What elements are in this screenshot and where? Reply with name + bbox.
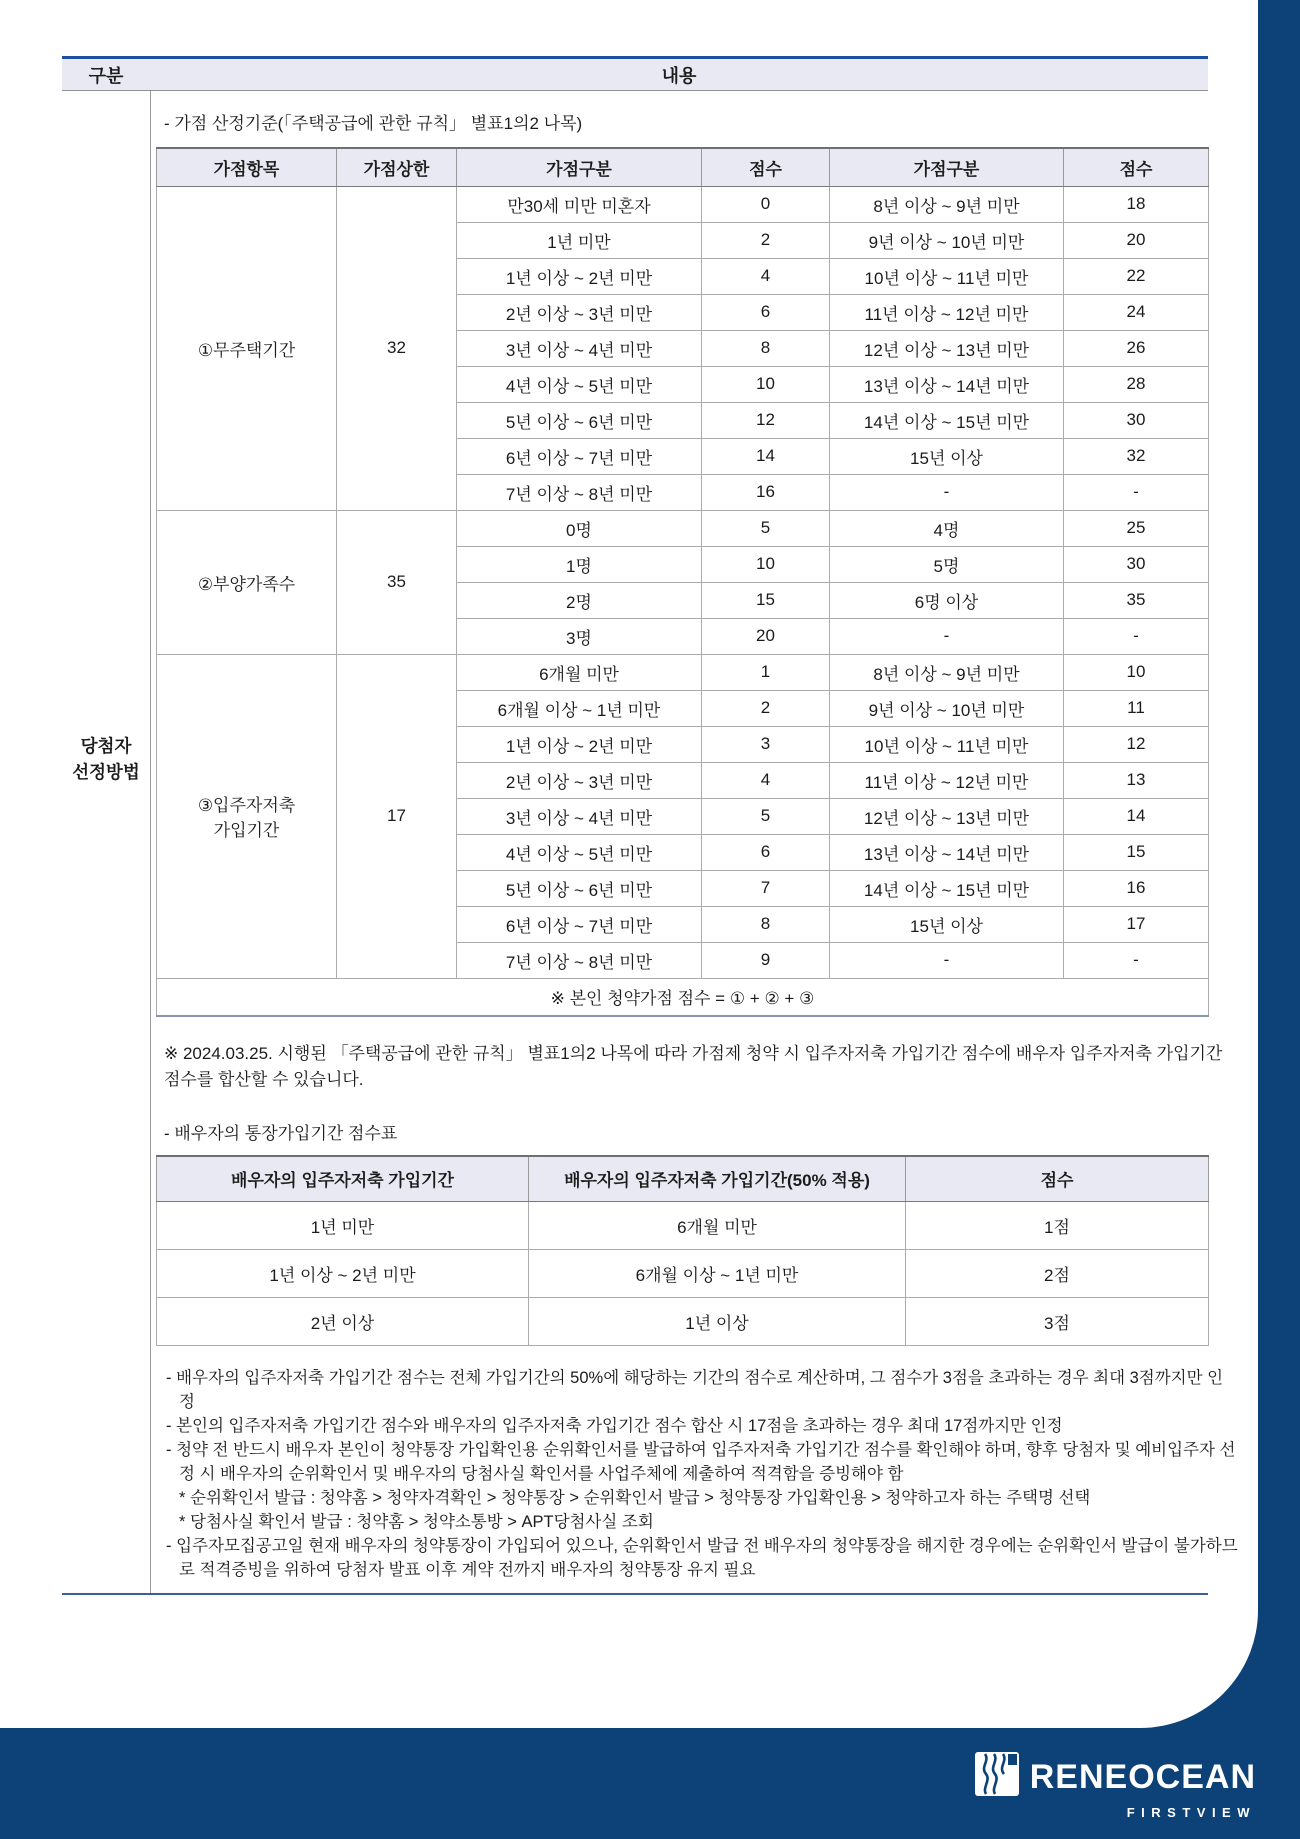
spouse-table-title: - 배우자의 통장가입기간 점수표 bbox=[164, 1124, 398, 1143]
score-item-line: ②부양가족수 bbox=[197, 574, 296, 594]
score-cell: 2명 bbox=[457, 582, 702, 618]
score-cell: - bbox=[830, 474, 1064, 510]
score-cell: 1명 bbox=[457, 546, 702, 582]
spouse-row bbox=[157, 1201, 1209, 1249]
main-table-body bbox=[62, 91, 1238, 1595]
score-cell: - bbox=[830, 618, 1064, 654]
spouse-table-header-row bbox=[157, 1156, 1209, 1201]
score-cell: 6 bbox=[702, 294, 830, 330]
score-cell: 1년 이상 ~ 2년 미만 bbox=[457, 258, 702, 294]
rule-change-notice: ※ 2024.03.25. 시행된 「주택공급에 관한 규칙」 별표1의2 나목에 따라 가점제 청약 시 입주자저축 가입기간 점수에 배우자 입주자저축 가입기간 점수를 합산할 수 있습니다. bbox=[164, 1044, 1223, 1089]
score-cell: 12 bbox=[702, 402, 830, 438]
score-column-header: 가점항목 bbox=[157, 148, 337, 186]
spouse-cell: 3점 bbox=[906, 1297, 1209, 1345]
score-column-header: 가점구분 bbox=[457, 148, 702, 186]
score-cell: 5년 이상 ~ 6년 미만 bbox=[457, 870, 702, 906]
spouse-cell: 2년 이상 bbox=[157, 1297, 529, 1345]
score-cell: 11년 이상 ~ 12년 미만 bbox=[830, 294, 1064, 330]
score-item-line: ①무주택기간 bbox=[197, 340, 296, 360]
score-cell: 4 bbox=[702, 762, 830, 798]
score-column-header: 가점상한 bbox=[337, 148, 457, 186]
score-cell: 12년 이상 ~ 13년 미만 bbox=[830, 798, 1064, 834]
score-item-cell bbox=[157, 654, 337, 978]
score-cell: 0 bbox=[702, 186, 830, 222]
score-cell: 10 bbox=[702, 366, 830, 402]
score-max-cell: 35 bbox=[337, 510, 457, 654]
score-cell: 28 bbox=[1064, 366, 1209, 402]
spouse-cell: 6개월 이상 ~ 1년 미만 bbox=[529, 1249, 906, 1297]
score-cell: 20 bbox=[702, 618, 830, 654]
score-cell: 35 bbox=[1064, 582, 1209, 618]
spouse-cell: 2점 bbox=[906, 1249, 1209, 1297]
score-criteria-title: - 가점 산정기준(「주택공급에 관한 규칙」 별표1의2 나목) bbox=[164, 114, 583, 133]
spouse-table-body bbox=[157, 1201, 1209, 1345]
category-header: 구분 bbox=[88, 65, 124, 86]
brand-name: RENEOCEAN bbox=[1029, 1757, 1256, 1796]
score-cell: 6개월 이상 ~ 1년 미만 bbox=[457, 690, 702, 726]
score-cell: 7년 이상 ~ 8년 미만 bbox=[457, 942, 702, 978]
category-label-line: 선정방법 bbox=[72, 761, 140, 782]
score-cell: 14년 이상 ~ 15년 미만 bbox=[830, 402, 1064, 438]
score-cell: 25 bbox=[1064, 510, 1209, 546]
score-cell: 2년 이상 ~ 3년 미만 bbox=[457, 762, 702, 798]
score-cell: 30 bbox=[1064, 402, 1209, 438]
spouse-row bbox=[157, 1297, 1209, 1345]
score-cell: 15년 이상 bbox=[830, 438, 1064, 474]
content-header: 내용 bbox=[661, 65, 697, 86]
score-table-body bbox=[157, 186, 1209, 978]
score-cell: 9 bbox=[702, 942, 830, 978]
score-cell: 8년 이상 ~ 9년 미만 bbox=[830, 654, 1064, 690]
score-cell: 11 bbox=[1064, 690, 1209, 726]
score-cell: 12년 이상 ~ 13년 미만 bbox=[830, 330, 1064, 366]
score-cell: 3년 이상 ~ 4년 미만 bbox=[457, 330, 702, 366]
spouse-row bbox=[157, 1249, 1209, 1297]
note-line: * 당첨사실 확인서 발급 : 청약홈 > 청약소통방 > APT당첨사실 조회 bbox=[179, 1512, 654, 1531]
spouse-score-table bbox=[156, 1155, 1209, 1346]
score-cell: 3명 bbox=[457, 618, 702, 654]
notes-list bbox=[166, 1366, 1238, 1583]
note-line: - 입주자모집공고일 현재 배우자의 청약통장이 가입되어 있으나, 순위확인서 발급 전 배우자의 청약통장을 해지한 경우에는 순위확인서 발급이 불가하므로 적격증빙을 위하여 당첨자 발표 이후 계약 전까지 배우자의 청약통장 유지 필요 bbox=[166, 1537, 1238, 1580]
score-cell: 22 bbox=[1064, 258, 1209, 294]
score-cell: 32 bbox=[1064, 438, 1209, 474]
reneocean-logo-icon bbox=[975, 1752, 1019, 1801]
score-cell: 10 bbox=[702, 546, 830, 582]
score-max-cell: 17 bbox=[337, 654, 457, 978]
score-cell: 6명 이상 bbox=[830, 582, 1064, 618]
score-table-foot bbox=[157, 978, 1209, 1016]
footer-brand bbox=[975, 1752, 1256, 1819]
score-cell: 10년 이상 ~ 11년 미만 bbox=[830, 258, 1064, 294]
note-line: * 순위확인서 발급 : 청약홈 > 청약자격확인 > 청약통장 > 순위확인서 발급 > 청약통장 가입확인용 > 청약하고자 하는 주택명 선택 bbox=[179, 1488, 1091, 1507]
score-row bbox=[157, 186, 1209, 222]
main-table-header bbox=[62, 56, 1208, 91]
score-item-line: ③입주자저축 bbox=[197, 796, 296, 815]
score-cell: 18 bbox=[1064, 186, 1209, 222]
score-cell: 30 bbox=[1064, 546, 1209, 582]
score-cell: 2 bbox=[702, 222, 830, 258]
score-cell: 5 bbox=[702, 798, 830, 834]
score-cell: 4년 이상 ~ 5년 미만 bbox=[457, 366, 702, 402]
score-cell: 5년 이상 ~ 6년 미만 bbox=[457, 402, 702, 438]
score-item-cell bbox=[157, 510, 337, 654]
score-cell: 11년 이상 ~ 12년 미만 bbox=[830, 762, 1064, 798]
score-cell: 8 bbox=[702, 906, 830, 942]
score-cell: - bbox=[830, 942, 1064, 978]
score-cell: 4명 bbox=[830, 510, 1064, 546]
score-cell: 5 bbox=[702, 510, 830, 546]
score-cell: 16 bbox=[1064, 870, 1209, 906]
score-row bbox=[157, 654, 1209, 690]
score-cell: 24 bbox=[1064, 294, 1209, 330]
score-cell: 13년 이상 ~ 14년 미만 bbox=[830, 834, 1064, 870]
spouse-column-header: 배우자의 입주자저축 가입기간 bbox=[157, 1156, 529, 1201]
score-cell: 3 bbox=[702, 726, 830, 762]
score-column-header: 점수 bbox=[1064, 148, 1209, 186]
score-row bbox=[157, 510, 1209, 546]
spouse-column-header: 점수 bbox=[906, 1156, 1209, 1201]
score-cell: 7년 이상 ~ 8년 미만 bbox=[457, 474, 702, 510]
category-label bbox=[62, 91, 150, 1593]
spouse-table-head bbox=[157, 1156, 1209, 1201]
note-line: - 청약 전 반드시 배우자 본인이 청약통장 가입확인용 순위확인서를 발급하여 입주자저축 가입기간 점수를 확인해야 하며, 향후 당첨자 및 예비입주자 선정 시 배우자의 순위확인서 및 배우자의 당첨사실 확인서를 사업주체에 제출하여 적격함을 증빙해야 함 bbox=[166, 1440, 1236, 1483]
score-column-header: 가점구분 bbox=[830, 148, 1064, 186]
score-cell: 만30세 미만 미혼자 bbox=[457, 186, 702, 222]
score-cell: 9년 이상 ~ 10년 미만 bbox=[830, 690, 1064, 726]
score-cell: 17 bbox=[1064, 906, 1209, 942]
score-max-cell: 32 bbox=[337, 186, 457, 510]
score-cell: 16 bbox=[702, 474, 830, 510]
score-cell: 4년 이상 ~ 5년 미만 bbox=[457, 834, 702, 870]
score-cell: 10년 이상 ~ 11년 미만 bbox=[830, 726, 1064, 762]
score-table-header-row bbox=[157, 148, 1209, 186]
score-cell: 12 bbox=[1064, 726, 1209, 762]
score-cell: 13 bbox=[1064, 762, 1209, 798]
score-cell: 5명 bbox=[830, 546, 1064, 582]
score-cell: 8 bbox=[702, 330, 830, 366]
score-cell: 2년 이상 ~ 3년 미만 bbox=[457, 294, 702, 330]
score-cell: - bbox=[1064, 474, 1209, 510]
score-cell: 1년 미만 bbox=[457, 222, 702, 258]
score-table bbox=[156, 147, 1209, 1017]
spouse-cell: 1년 미만 bbox=[157, 1201, 529, 1249]
spouse-column-header: 배우자의 입주자저축 가입기간(50% 적용) bbox=[529, 1156, 906, 1201]
score-cell: 15년 이상 bbox=[830, 906, 1064, 942]
main-table bbox=[62, 56, 1238, 1595]
score-cell: 7 bbox=[702, 870, 830, 906]
score-summary-cell: ※ 본인 청약가점 점수 = ① + ② + ③ bbox=[157, 978, 1209, 1016]
score-cell: 3년 이상 ~ 4년 미만 bbox=[457, 798, 702, 834]
content-area bbox=[150, 91, 1238, 1593]
score-cell: 8년 이상 ~ 9년 미만 bbox=[830, 186, 1064, 222]
score-cell: 6개월 미만 bbox=[457, 654, 702, 690]
note-line: - 배우자의 입주자저축 가입기간 점수는 전체 가입기간의 50%에 해당하는 기간의 점수로 계산하며, 그 점수가 3점을 초과하는 경우 최대 3점까지만 인정 bbox=[166, 1368, 1224, 1411]
brand-tagline: FIRSTVIEW bbox=[1126, 1805, 1256, 1820]
score-cell: - bbox=[1064, 618, 1209, 654]
score-cell: 1년 이상 ~ 2년 미만 bbox=[457, 726, 702, 762]
score-cell: 1 bbox=[702, 654, 830, 690]
score-cell: 26 bbox=[1064, 330, 1209, 366]
score-cell: 6년 이상 ~ 7년 미만 bbox=[457, 906, 702, 942]
score-cell: 14년 이상 ~ 15년 미만 bbox=[830, 870, 1064, 906]
score-column-header: 점수 bbox=[702, 148, 830, 186]
score-cell: 15 bbox=[702, 582, 830, 618]
spouse-cell: 1년 이상 ~ 2년 미만 bbox=[157, 1249, 529, 1297]
score-cell: 14 bbox=[1064, 798, 1209, 834]
score-cell: 14 bbox=[702, 438, 830, 474]
score-summary-row bbox=[157, 978, 1209, 1016]
score-cell: 13년 이상 ~ 14년 미만 bbox=[830, 366, 1064, 402]
note-line: - 본인의 입주자저축 가입기간 점수와 배우자의 입주자저축 가입기간 점수 합산 시 17점을 초과하는 경우 최대 17점까지만 인정 bbox=[166, 1416, 1063, 1435]
score-cell: 0명 bbox=[457, 510, 702, 546]
spouse-cell: 1년 이상 bbox=[529, 1297, 906, 1345]
score-cell: 4 bbox=[702, 258, 830, 294]
spouse-cell: 6개월 미만 bbox=[529, 1201, 906, 1249]
score-cell: 6 bbox=[702, 834, 830, 870]
score-cell: 20 bbox=[1064, 222, 1209, 258]
spouse-cell: 1점 bbox=[906, 1201, 1209, 1249]
category-label-line: 당첨자 bbox=[80, 736, 132, 757]
score-cell: 6년 이상 ~ 7년 미만 bbox=[457, 438, 702, 474]
score-cell: - bbox=[1064, 942, 1209, 978]
score-table-head bbox=[157, 148, 1209, 186]
score-cell: 2 bbox=[702, 690, 830, 726]
score-cell: 15 bbox=[1064, 834, 1209, 870]
score-cell: 9년 이상 ~ 10년 미만 bbox=[830, 222, 1064, 258]
score-item-cell bbox=[157, 186, 337, 510]
score-cell: 10 bbox=[1064, 654, 1209, 690]
score-item-line: 가입기간 bbox=[213, 821, 280, 840]
